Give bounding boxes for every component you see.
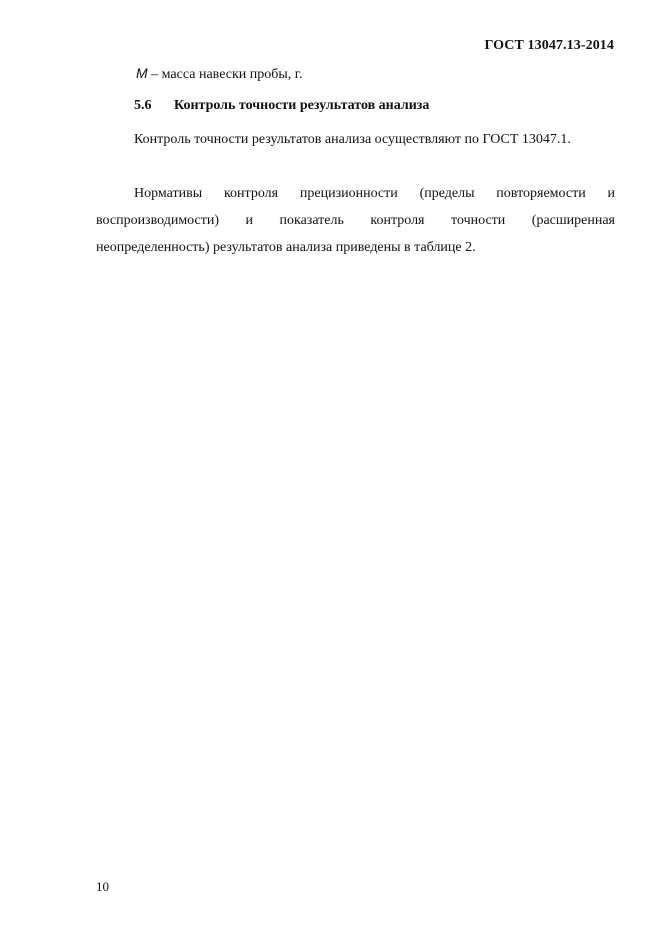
- paragraph-accuracy-control: Контроль точности результатов анализа осуществляют по ГОСТ 13047.1.: [134, 132, 571, 147]
- section-number: 5.6: [134, 98, 152, 113]
- paragraph-precision-norms: Нормативы контроля прецизионности (пределы повторяемости и воспроизводимости) и показатель контроля точности (расширенная неопределенность) результатов анализа приведены в таблице 2.: [96, 186, 615, 255]
- variable-definition-text: – масса навески пробы, г.: [147, 67, 303, 82]
- variable-symbol: M: [136, 65, 148, 81]
- document-code-header: ГОСТ 13047.13-2014: [484, 38, 614, 53]
- section-title: Контроль точности результатов анализа: [174, 98, 430, 113]
- section-heading: [134, 97, 429, 115]
- page-number: 10: [96, 879, 109, 894]
- variable-definition-line: [136, 64, 302, 84]
